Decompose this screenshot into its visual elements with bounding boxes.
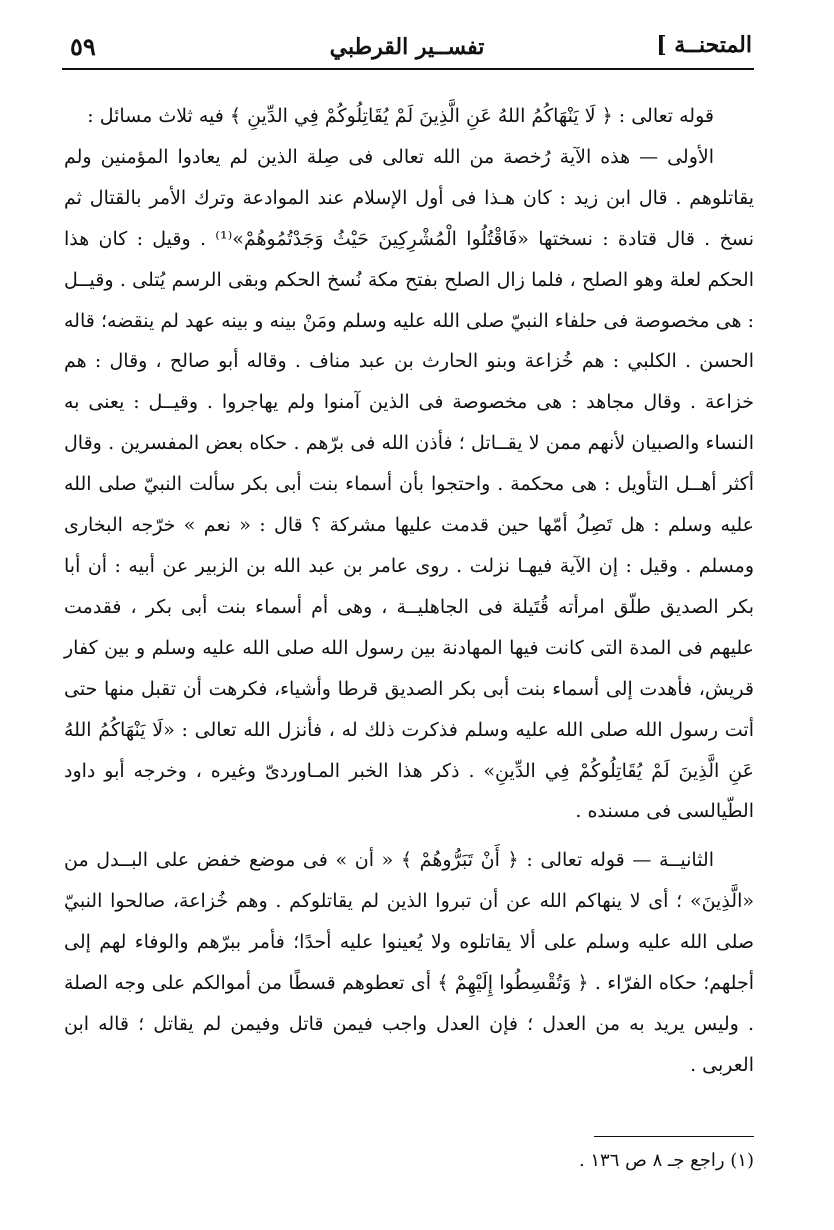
page-number: ٥٩ <box>70 32 96 61</box>
book-title: تفســير القرطبي <box>329 34 485 60</box>
first-issue-paragraph: الأولى — هذه الآية رُخصة من الله تعالى فى صِلة الذين لم يعادوا المؤمنين ولم يقاتلوهم . قال ابن زيد : كان هـذا فى أول الإسلام عند الموادعة وترك الأمر بالقتال ثم نسخ . قال قتادة : نسختها «فَاقْتُلُوا الْمُشْرِكِينَ حَيْثُ وَجَدْتُمُوهُمْ»⁽¹⁾ . وقيل : كان هذا الحكم لعلة وهو الصلح ، فلما زال الصلح بفتح مكة نُسخ الحكم وبقى الرسم يُتلى . وقيــل : هى مخصوصة فى حلفاء النبيّ صلى الله عليه وسلم ومَنْ بينه و بينه عهد لم ينقضه؛ قاله الحسن . الكلبي : هم خُزاعة وبنو الحارث بن عبد مناف . وقاله أبو صالح ، وقال : هم خزاعة . وقال مجاهد : هى مخصوصة فى الذين آمنوا ولم يهاجروا . وقيــل : يعنى به النساء والصبيان لأنهم ممن لا يقــاتل ؛ فأذن الله فى برّهم . حكاه بعض المفسرين . وقال أكثر أهــل التأويل : هى محكمة . واحتجوا بأن أسماء بنت أبى بكر سألت النبيّ صلى الله عليه وسلم : هل تَصِلُ أمّها حين قدمت عليها مشركة ؟ قال : « نعم » خرّجه البخارى ومسلم . وقيل : إن الآية فيهـا نزلت . روى عامر بن عبد الله بن الزبير عن أبيه : أن أبا بكر الصديق طلّق امرأته قُتَيلة فى الجاهليــة ، وهى أم أسماء بنت أبى بكر ، فقدمت عليهم فى المدة التى كانت فيها المهادنة بين رسول الله صلى الله عليه وسلم و بين كفار قريش، فأهدت إلى أسماء بنت أبى بكر الصديق قرطا وأشياء، فكرهت أن تقبل منها حتى أتت رسول الله صلى الله عليه وسلم فذكرت ذلك له ، فأنزل الله تعالى : «لَا يَنْهَاكُمُ اللهُ عَنِ الَّذِينَ لَمْ يُقَاتِلُوكُمْ فِي الدِّينِ» . ذكر هذا الخبر المـاوردىّ وغيره ، وخرجه أبو داود الطّيالسى فى مسنده . <box>64 145 755 823</box>
page-header <box>62 28 752 68</box>
second-issue-paragraph: الثانيــة — قوله تعالى : ﴿ أَنْ تَبَرُّوهُمْ ﴾ « أن » فى موضع خفض على البــدل من «الَّذِينَ» ؛ أى لا ينهاكم الله عن أن تبروا الذين لم يقاتلوكم . وهم خُزاعة، صالحوا النبيّ صلى الله عليه وسلم على ألا يقاتلوه ولا يُعينوا عليه أحدًا؛ فأمر ببرّهم والوفاء لهم إلى أجلهم؛ حكاه الفرّاء . ﴿ وَتُقْسِطُوا إِلَيْهِمْ ﴾ أى تعطوهم قسطًا من أموالكم على وجه الصلة . وليس يريد به من العدل ؛ فإن العدل واجب فيمن قاتل وفيمن لم يقاتل ؛ قاله ابن العربى . <box>64 849 754 1076</box>
footnote: (١) راجع جـ ٨ ص ١٣٦ . <box>578 1150 754 1171</box>
header-rule <box>62 68 754 70</box>
section-title: المتحنــة ] <box>656 32 752 58</box>
main-text <box>64 96 754 1086</box>
verse-intro-paragraph: قوله تعالى : ﴿ لَا يَنْهَاكُمُ اللهُ عَنِ الَّذِينَ لَمْ يُقَاتِلُوكُمْ فِي الدِّينِ ﴾ فيه ثلاث مسائل : <box>87 105 714 127</box>
footnote-separator <box>594 1136 754 1137</box>
